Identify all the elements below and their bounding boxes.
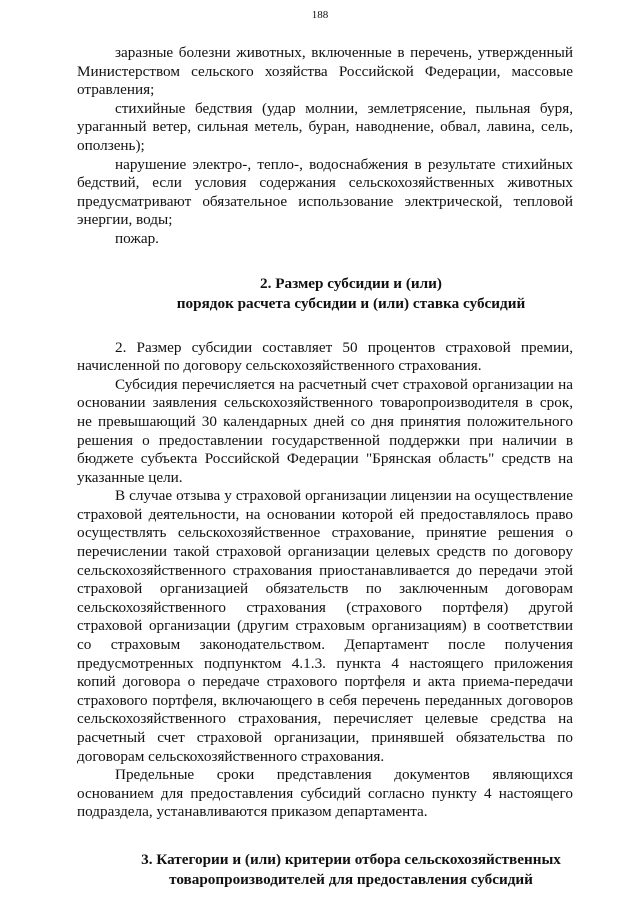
paragraph-license-revocation: В случае отзыва у страховой организации лицензии на осуществление страховой деятельности, на основании которой ей предоставлялось право осуществлять сельскохозяйственное страхование, принятие решения о перечислении такой страховой организации целевых средств по договору сельскохозяйственного страхования приостанавливается до передачи этой страховой организацией обязательств по заключенным договорам сельскохозяйственного страхования (страхового портфеля) другой страховой организации (другим страховым организациям) в соответствии со страховым законодательством. Департамент после получения предусмотренных подпунктом 4.1.3. пункта 4 настоящего приложения копий договора о передаче страхового портфеля и акта приема-передачи страхового портфеля, включающего в себя перечень переданных договоров сельскохозяйственного страхования, перечисляет целевые средства на расчетный счет страховой организации, принявшей обязательства по договорам сельскохозяйственного страхования.: [77, 487, 573, 765]
section-3-heading: [77, 850, 573, 890]
list-item: нарушение электро-, тепло-, водоснабжения в результате стихийных бедствий, если условия содержания сельскохозяйственных животных предусматривают обязательное использование электрической, тепловой энергии, воды;: [77, 155, 573, 229]
section-2-heading-line-1: 2. Размер субсидии и (или): [260, 274, 442, 292]
list-item: стихийные бедствия (удар молнии, землетрясение, пыльная буря, ураганный ветер, сильная метель, буран, наводнение, обвал, лавина, сель, оползень);: [77, 99, 573, 154]
list-item: пожар.: [115, 229, 159, 247]
section-3-heading-line-1: 3. Категории и (или) критерии отбора сельскохозяйственных: [141, 850, 561, 868]
section-3-heading-line-2: товаропроизводителей для предоставления субсидий: [169, 870, 533, 888]
section-2-heading-line-2: порядок расчета субсидии и (или) ставка субсидий: [176, 294, 526, 312]
paragraph-subsidy-size: 2. Размер субсидии составляет 50 процентов страховой премии, начисленной по договору сельскохозяйственного страхования.: [77, 338, 573, 375]
list-item: заразные болезни животных, включенные в перечень, утвержденный Министерством сельского хозяйства Российской Федерации, массовые отравления;: [77, 44, 573, 99]
page-number: 188: [311, 9, 329, 21]
paragraph-subsidy-transfer: Субсидия перечисляется на расчетный счет страховой организации на основании заявления сельскохозяйственного товаропроизводителя в срок, не превышающий 30 календарных дней со дня принятия положительного решения о предоставлении государственной поддержки при наличии в бюджете субъекта Российской Федерации "Брянская область" средств на указанные цели.: [77, 375, 573, 486]
paragraph-document-deadlines: Предельные сроки представления документов являющихся основанием для предоставления субсидий согласно пункту 4 настоящего подраздела, устанавливаются приказом департамента.: [77, 766, 573, 821]
document-body: [77, 44, 573, 890]
section-2-heading: [77, 274, 573, 314]
